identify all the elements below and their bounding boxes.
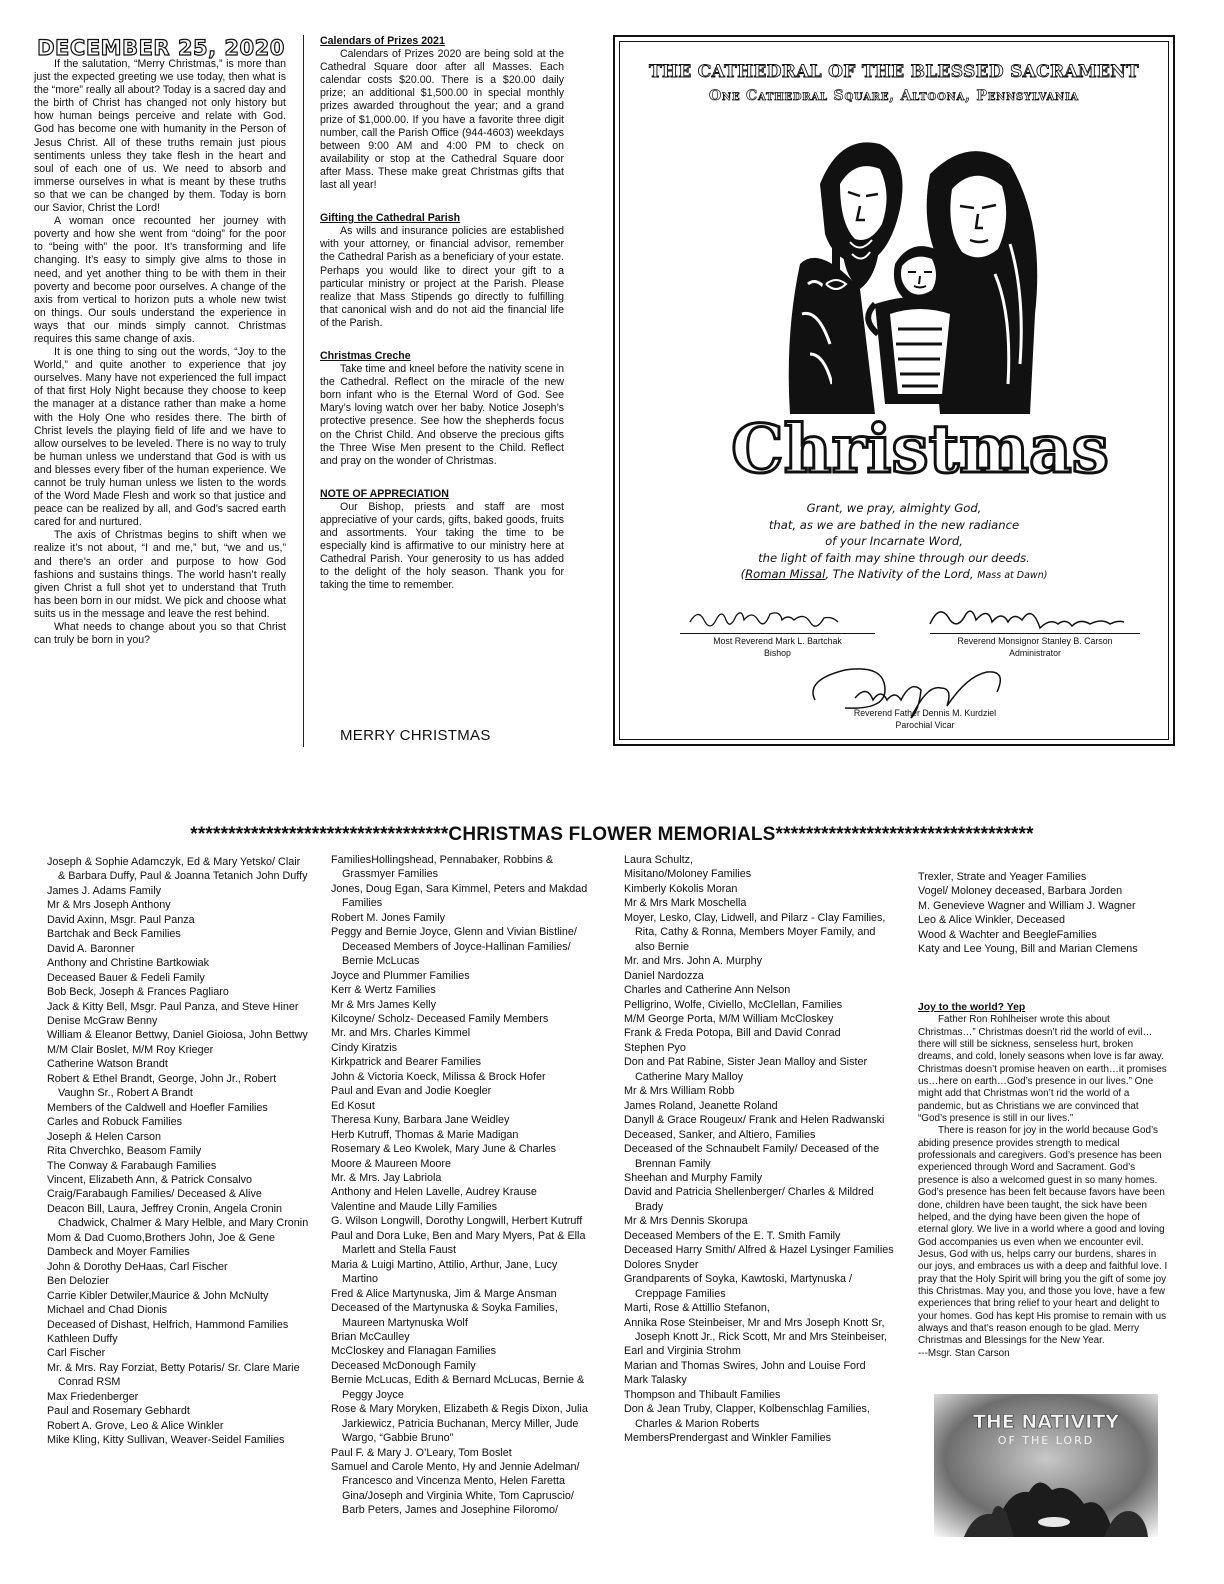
- memorial-entry: Thompson and Thibault Families: [624, 1388, 781, 1401]
- letter-paragraph: It is one thing to sing out the words, “Joy to the World,” and quite another to experience that joy ourselves. Many have not experienced the full impact of that first Holy Night because they choose to keep the manager at a distance rather than make a home with the Holy One who resides there. The birth of Christ levels the playing field of life and we have to allow ourselves to be leveled. There is no way to truly be human unless we understand that God is with us and blesses every fiber of the human experience. We cannot be truly human unless we listen to the words of the Word Made Flesh and work so that justice and peace can be realized by all, and God’s sacred earth cared for and nurtured.: [34, 346, 286, 529]
- memorial-entry: Valentine and Maude Lilly Families: [331, 1200, 498, 1213]
- memorial-entry: Cindy Kiratzis: [331, 1041, 397, 1054]
- section-heading: Christmas Creche: [320, 349, 411, 362]
- section-heading: Calendars of Prizes 2021: [320, 35, 445, 47]
- section-calendars: [320, 35, 564, 192]
- card-inner-border: [619, 41, 1169, 740]
- memorial-entry: Wood & Wachter and BeegleFamilies: [918, 928, 1097, 941]
- memorial-entry: Deceased of the Schnaubelt Family/ Deceased of the Brennan Family: [624, 1143, 880, 1170]
- memorial-entry: Deceased Bauer & Fedeli Family: [47, 971, 205, 984]
- memorial-entry: Craig/Farabaugh Families/ Deceased & Alive: [47, 1188, 262, 1201]
- memorial-entry: Vincent, Elizabeth Ann, & Patrick Consalvo: [47, 1173, 253, 1186]
- memorial-entry: Leo & Alice Winkler, Deceased: [918, 914, 1066, 927]
- memorial-entry: Kimberly Kokolis Moran: [624, 882, 738, 895]
- memorial-entry: Moyer, Lesko, Clay, Lidwell, and Pilarz - Clay Families, Rita, Cathy & Ronna, Members Moyer Family, and also Bernie: [624, 911, 886, 953]
- memorial-entry: Paul F. & Mary J. O’Leary, Tom Boslet: [331, 1446, 512, 1459]
- memorial-entry: Jack & Kitty Bell, Msgr. Paul Panza, and Steve Hiner: [47, 1000, 299, 1013]
- memorial-entry: Misitano/Moloney Families: [624, 868, 752, 881]
- signer-bishop: Most Reverend Mark L. Bartchak Bishop: [713, 636, 842, 658]
- memorial-entry: Carles and Robuck Families: [47, 1116, 183, 1129]
- memorial-entry: Robert & Ethel Brandt, George, John Jr., Robert Vaughn Sr., Robert A Brandt: [47, 1072, 277, 1100]
- memorial-entry: Mr. and Mrs. Charles Kimmel: [331, 1027, 471, 1040]
- memorial-entry: Joyce and Plummer Families: [331, 969, 470, 982]
- memorial-entry: Grandparents of Soyka, Kawtoski, Martynuska / Creppage Families: [624, 1273, 853, 1300]
- memorial-entry: Charles and Catherine Ann Nelson: [624, 984, 791, 997]
- memorial-entry: Rose & Mary Moryken, Elizabeth & Regis Dixon, Julia Jarkiewicz, Patricia Buchanan, Mercy Miller, Jude Wargo, “Gabbie Bruno”: [331, 1403, 588, 1445]
- memorial-entry: Peggy and Bernie Joyce, Glenn and Vivian Bistline/ Deceased Members of Joyce-Hallinan Families/ Bernie McLucas: [331, 926, 577, 968]
- section-heading: NOTE OF APPRECIATION: [320, 487, 449, 500]
- nativity-of-the-lord-image: [934, 1394, 1158, 1537]
- memorial-entry: Robert M. Jones Family: [331, 911, 445, 924]
- memorial-entry: Vogel/ Moloney deceased, Barbara Jorden: [918, 885, 1123, 898]
- memorial-entry: Bartchak and Beck Families: [47, 928, 181, 941]
- memorial-entry: Stephen Pyo: [624, 1041, 686, 1054]
- flower-memorials-title: **********************************CHRISTMAS FLOWER MEMORIALS**********************************: [190, 824, 1034, 845]
- memorial-entry: Deceased of the Martynuska & Soyka Families, Maureen Martynuska Wolf: [331, 1302, 558, 1329]
- signature-line: [930, 633, 1140, 634]
- memorial-entry: Ben Delozier: [47, 1275, 109, 1288]
- memorial-entry: Robert A. Grove, Leo & Alice Winkler: [47, 1419, 224, 1432]
- memorial-entry: Herb Kutruff, Thomas & Marie Madigan: [331, 1128, 519, 1141]
- memorial-entry: Frank & Freda Potopa, Bill and David Conrad: [624, 1027, 841, 1040]
- memorial-entry: Bernie McLucas, Edith & Bernard McLucas, Bernie & Peggy Joyce: [331, 1374, 585, 1401]
- memorial-entry: Don and Pat Rabine, Sister Jean Malloy and Sister Catherine Mary Malloy: [624, 1056, 868, 1083]
- memorial-entry: Paul and Rosemary Gebhardt: [47, 1405, 190, 1418]
- memorial-entry: Mr & Mrs Joseph Anthony: [47, 899, 171, 912]
- memorial-entry: James J. Adams Family: [47, 884, 161, 897]
- memorial-entry: Rosemary & Leo Kwolek, Mary June & Charles: [331, 1143, 557, 1156]
- memorial-entry: Mr. & Mrs. Jay Labriola: [331, 1171, 442, 1184]
- memorial-entry: Laura Schultz,: [624, 854, 694, 866]
- memorial-entry: Samuel and Carole Mento, Hy and Jennie Adelman/ Francesco and Vincenza Mento, Helen Faretta Gina/Joseph and Virginia White, Tom Capruscio/ Barb Peters, James and Josephine Filoromo/: [331, 1461, 580, 1517]
- memorial-entry: Earl and Virginia Strohm: [624, 1345, 741, 1358]
- memorial-entry: G. Wilson Longwill, Dorothy Longwill, Herbert Kutruff: [331, 1215, 583, 1228]
- memorial-entry: David A. Baronner: [47, 942, 135, 955]
- memorial-entry: John & Dorothy DeHaas, Carl Fischer: [47, 1260, 228, 1273]
- memorial-entry: Moore & Maureen Moore: [331, 1157, 452, 1170]
- memorial-entry: M. Genevieve Wagner and William J. Wagner: [918, 899, 1136, 912]
- section-text: Calendars of Prizes 2020 are being sold at the Cathedral Square door after all Masses. Each calendar costs $20.00. There is a $20.00 daily prize; an additional $1,500.00 in special monthly prizes awarded throughout the year; and a grand prize of $1,000.00. If you have a favorite three digit number, call the Parish Office (944-4603) weekdays between 9:00 AM and 4:00 PM to check on availability or stop at the Cathedral Square door after Mass. These make great Christmas gifts that last all year!: [320, 48, 564, 192]
- memorial-entry: Denise McGraw Benny: [47, 1014, 158, 1027]
- memorial-entry: The Conway & Farabaugh Families: [47, 1159, 217, 1172]
- memorial-entry: David Axinn, Msgr. Paul Panza: [47, 913, 195, 926]
- memorial-entry: Deceased of Dishast, Helfrich, Hammond Families: [47, 1318, 289, 1331]
- memorial-entry: Michael and Chad Dionis: [47, 1304, 168, 1317]
- memorial-entry: Daniel Nardozza: [624, 969, 704, 982]
- memorial-entry: Catherine Watson Brandt: [47, 1058, 168, 1071]
- article-paragraph: Father Ron Rohlheiser wrote this about Christmas…” Christmas doesn’t rid the world of evil…there will still be sickness, senseless hurt, broken dreams, and cold, lonely seasons when love is far away. Christmas doesn’t promise heaven on earth…it promises us…here on earth…God’s presence in our lives.” One might add that Christmas won’t rid the world of a pandemic, but as Christians we are convinced that “God’s presence is still in our lives.”: [918, 1014, 1167, 1125]
- article-paragraph: There is reason for joy in the world because God’s abiding presence provides strength to medical professionals and caregivers. God’s presence has been experienced through Word and Sacrament. God’s presence is also a welcomed guest in so many homes. God’s presence has been felt because favors have been done, children have been taught, the sick have been helped, and the dying have been given the hope of eternal glory. We live in a world where a good and loving God accompanies us even when we encounter evil. Jesus, God with us, helps carry our burdens, shares in our joys, and embraces us with a deep and faithful love. I pray that the Holy Spirit will bring you the gift of some joy this Christmas. May you, and those you love, have a few experiences that bring relief to your heart and delight to your homes. God has kept His promise to remain with us always and that’s reason enough to be glad. Merry Christmas and Blessings for the New Year.: [918, 1125, 1168, 1347]
- memorial-entry: John & Victoria Koeck, Milissa & Brock Hofer: [331, 1070, 546, 1083]
- memorial-entry: Kathleen Duffy: [47, 1332, 118, 1345]
- memorial-entry: Jones, Doug Egan, Sara Kimmel, Peters and Makdad Families: [331, 882, 588, 910]
- memorial-entry: Dolores Snyder: [624, 1258, 699, 1271]
- prayer-line: that, as we are bathed in the new radiance: [768, 517, 1020, 532]
- holy-family-woodcut-image: [780, 114, 1050, 414]
- memorial-entry: Brian McCaulley: [331, 1330, 410, 1343]
- memorial-entry: Mr & Mrs James Kelly: [331, 998, 436, 1011]
- memorials-column-4: [918, 870, 1173, 957]
- memorial-entry: Carl Fischer: [47, 1347, 106, 1360]
- memorial-entry: Paul and Dora Luke, Ben and Mary Myers, Pat & Ella Marlett and Stella Faust: [331, 1229, 586, 1257]
- article-heading: Joy to the world? Yep: [918, 1002, 1026, 1013]
- memorial-entry: Mr & Mrs William Robb: [624, 1085, 735, 1098]
- signer-administrator: Reverend Monsignor Stanley B. Carson Administrator: [957, 636, 1113, 658]
- memorial-entry: Mom & Dad Cuomo,Brothers John, Joe & Gene: [47, 1231, 276, 1244]
- memorial-entry: Trexler, Strate and Yeager Families: [918, 871, 1087, 883]
- memorial-entry: Bob Beck, Joseph & Frances Pagliaro: [47, 986, 229, 999]
- bishop-signature-image: [680, 602, 880, 634]
- memorial-entry: Paul and Evan and Jodie Koegler: [331, 1085, 492, 1098]
- nativity-title-line: THE NATIVITY: [972, 1411, 1120, 1433]
- memorial-entry: Katy and Lee Young, Bill and Marian Clemens: [918, 943, 1138, 956]
- memorial-entry: MembersPrendergast and Winkler Families: [624, 1432, 832, 1445]
- memorial-entry: William & Eleanor Bettwy, Daniel Gioiosa, John Bettwy: [47, 1029, 308, 1042]
- memorial-entry: Maria & Luigi Martino, Attilio, Arthur, Jane, Lucy Martino: [331, 1258, 558, 1286]
- memorial-entry: David and Patricia Shellenberger/ Charles & Mildred Brady: [624, 1186, 874, 1213]
- memorials-column-3: [624, 853, 894, 1446]
- memorial-entry: Ed Kosut: [331, 1099, 375, 1112]
- memorial-entry: M/M Clair Boslet, M/M Roy Krieger: [47, 1043, 214, 1056]
- letter-paragraph: What needs to change about you so that Christ can truly be born in you?: [34, 621, 286, 647]
- date-heading: DECEMBER 25, 2020: [37, 36, 285, 60]
- signer-vicar: Reverend Father Dennis M. Kurdziel Parochial Vicar: [853, 708, 997, 730]
- section-gifting: [320, 212, 564, 330]
- memorial-entry: Mr. and Mrs. John A. Murphy: [624, 955, 763, 968]
- cathedral-title: THE CATHEDRAL OF THE BLESSED SACRAMENT: [648, 62, 1140, 82]
- administrator-signature-image: [920, 600, 1150, 636]
- christmas-word: Christmas: [731, 410, 1109, 488]
- memorial-entry: James Roland, Jeanette Roland: [624, 1099, 778, 1112]
- prayer-block: [620, 500, 1168, 585]
- merry-christmas-text: MERRY CHRISTMAS: [340, 727, 491, 744]
- memorial-entry: Kilcoyne/ Scholz- Deceased Family Members: [331, 1012, 549, 1025]
- cathedral-address: One Cathedral Square, Altoona, Pennsylvania: [709, 88, 1079, 104]
- letter-paragraph: The axis of Christmas begins to shift when we realize it’s not about, “I and me,” but, “we and us,” and there’s an order and purpose to how God fashions and sustains things. The world hasn’t really given Christ a full shot yet to understand that Truth has been born in our midst. We pick and choose what suits us in the message and leave the rest behind.: [34, 529, 286, 620]
- pastor-letter: [34, 58, 286, 647]
- column-divider: [303, 35, 304, 747]
- christmas-lettering-image: [731, 397, 1109, 492]
- section-text: Take time and kneel before the nativity scene in the Cathedral. Reflect on the miracle of the new born infant who is the Eternal Word of God. See Mary’s loving watch over her baby. Notice Joseph’s protective presence. See how the shepherds focus on the Christ Child. And observe the precious gifts the Three Wise Men present to the Child. Reflect and pray on the wonder of Christmas.: [320, 363, 564, 467]
- memorial-entry: M/M George Porta, M/M William McCloskey: [624, 1012, 834, 1025]
- memorial-entry: Kirkpatrick and Bearer Families: [331, 1056, 482, 1069]
- memorial-entry: Rita Chverchko, Beasom Family: [47, 1145, 202, 1158]
- memorial-entry: Mr & Mrs Mark Moschella: [624, 897, 747, 910]
- memorial-entry: Anthony and Christine Bartkowiak: [47, 957, 210, 970]
- memorial-entry: Mike Kling, Kitty Sullivan, Weaver-Seidel Families: [47, 1434, 285, 1447]
- memorial-entry: Deceased Members of the E. T. Smith Family: [624, 1229, 841, 1242]
- section-appreciation: [320, 488, 564, 593]
- article-signoff: ---Msgr. Stan Carson: [918, 1347, 1010, 1359]
- section-creche: [320, 350, 564, 468]
- nativity-subtitle-line: OF THE LORD: [997, 1434, 1095, 1447]
- announcements-column: [320, 35, 564, 613]
- memorial-entry: Mr. & Mrs. Ray Forziat, Betty Potaris/ Sr. Clare Marie Conrad RSM: [47, 1361, 300, 1389]
- memorial-entry: Deceased, Sanker, and Altiero, Families: [624, 1128, 816, 1141]
- memorial-entry: Joseph & Sophie Adamczyk, Ed & Mary Yetsko/ Clair & Barbara Duffy, Paul & Joanna Tetanich John Duffy: [47, 856, 308, 883]
- memorial-entry: Marian and Thomas Swires, John and Louise Ford: [624, 1359, 866, 1372]
- section-text: As wills and insurance policies are established with your attorney, or financial advisor, remember the Cathedral Parish as a beneficiary of your estate. Perhaps you would like to direct your gift to a particular ministry or project at the Parish. Please realize that Mass Stipends go directly to fulfilling that canonical wish and do not aid the financial life of the Parish.: [320, 225, 564, 329]
- memorial-entry: FamiliesHollingshead, Pennabaker, Robbins & Grassmyer Families: [331, 854, 554, 881]
- memorial-entry: Annika Rose Steinbeiser, Mr and Mrs Joseph Knott Sr, Joseph Knott Jr., Rick Scott, Mr and Mrs Steinbeiser,: [624, 1316, 888, 1343]
- letter-paragraph: A woman once recounted her journey with poverty and how she went from “doing” for the poor to “being with” the poor. It’s transforming and life changing. It’s easy to simply give alms to those in need, and yet another thing to be with them in their poverty and become poor ourselves. A change of the axis from vertical to horizon puts a whole new twist on things. Our souls understand the experience in ways that our minds simply cannot. Christmas requires this same change of axis.: [34, 215, 286, 345]
- prayer-line: the light of faith may shine through our deeds.: [758, 550, 1030, 565]
- memorial-entry: Don & Jean Truby, Clapper, Kolbenschlag Families, Charles & Marion Roberts: [624, 1403, 870, 1430]
- memorial-entry: Theresa Kuny, Barbara Jane Weidley: [331, 1114, 510, 1127]
- prayer-line: of your Incarnate Word,: [825, 534, 963, 548]
- memorial-entry: Marti, Rose & Attillio Stefanon,: [624, 1302, 770, 1315]
- christmas-card: [613, 35, 1175, 746]
- memorial-entry: Deceased Harry Smith/ Alfred & Hazel Lysinger Families: [624, 1244, 894, 1257]
- section-text: Our Bishop, priests and staff are most appreciative of your cards, gifts, baked goods, fruits and assortments. Your taking the time to be especially kind is affirmative to our ministry here at Cathedral Parish. Your generosity to us has added to the delight of the holy season. Thank you for taking the time to remember.: [320, 500, 564, 592]
- memorial-entry: Anthony and Helen Lavelle, Audrey Krause: [331, 1186, 537, 1199]
- section-heading: Gifting the Cathedral Parish: [320, 212, 461, 225]
- memorial-entry: Carrie Kibler Detwiler,Maurice & John McNulty: [47, 1289, 269, 1302]
- memorial-entry: Pelligrino, Wolfe, Civiello, McClellan, Families: [624, 998, 843, 1011]
- memorial-entry: Deceased McDonough Family: [331, 1359, 476, 1372]
- prayer-source: (Roman Missal, The Nativity of the Lord, Mass at Dawn): [740, 567, 1048, 581]
- memorial-entry: Fred & Alice Martynuska, Jim & Marge Ansman: [331, 1287, 557, 1300]
- memorial-entry: Kerr & Wertz Families: [331, 984, 436, 997]
- memorials-column-2: [331, 853, 593, 1518]
- joy-to-the-world-article: [918, 1002, 1170, 1360]
- memorial-entry: Sheehan and Murphy Family: [624, 1171, 763, 1184]
- memorials-column-1: [47, 855, 309, 1448]
- memorial-entry: Mr & Mrs Dennis Skorupa: [624, 1215, 748, 1228]
- memorial-entry: Mark Talasky: [624, 1374, 687, 1387]
- prayer-line: Grant, we pray, almighty God,: [806, 501, 982, 515]
- memorial-entry: Dambeck and Moyer Families: [47, 1246, 190, 1259]
- letter-paragraph: If the salutation, “Merry Christmas,” is more than just the expected greeting we use today, then what is the “more” really all about? Today is a sacred day and the birth of Christ has changed not only history but how human beings perceive and relate with God. God has become one with humanity in the Person of Jesus Christ. All of these truths remain just pious sentiments unless they take flesh in the heart and soul of each one of us. We need to absorb and immerse ourselves in what is meant by these truths so that we can be changed by them. Today is born our Savior, Christ the Lord!: [34, 58, 286, 215]
- memorial-entry: Members of the Caldwell and Hoefler Families: [47, 1101, 268, 1114]
- memorial-entry: Joseph & Helen Carson: [47, 1130, 162, 1143]
- memorial-entry: McCloskey and Flanagan Families: [331, 1345, 497, 1358]
- memorial-entry: Deacon Bill, Laura, Jeffrey Cronin, Angela Cronin Chadwick, Chalmer & Mary Helble, and Mary Cronin: [47, 1202, 309, 1230]
- memorial-entry: Max Friedenberger: [47, 1390, 139, 1403]
- memorial-entry: Danyll & Grace Rougeux/ Frank and Helen Radwanski: [624, 1114, 885, 1127]
- signature-line: [680, 633, 875, 634]
